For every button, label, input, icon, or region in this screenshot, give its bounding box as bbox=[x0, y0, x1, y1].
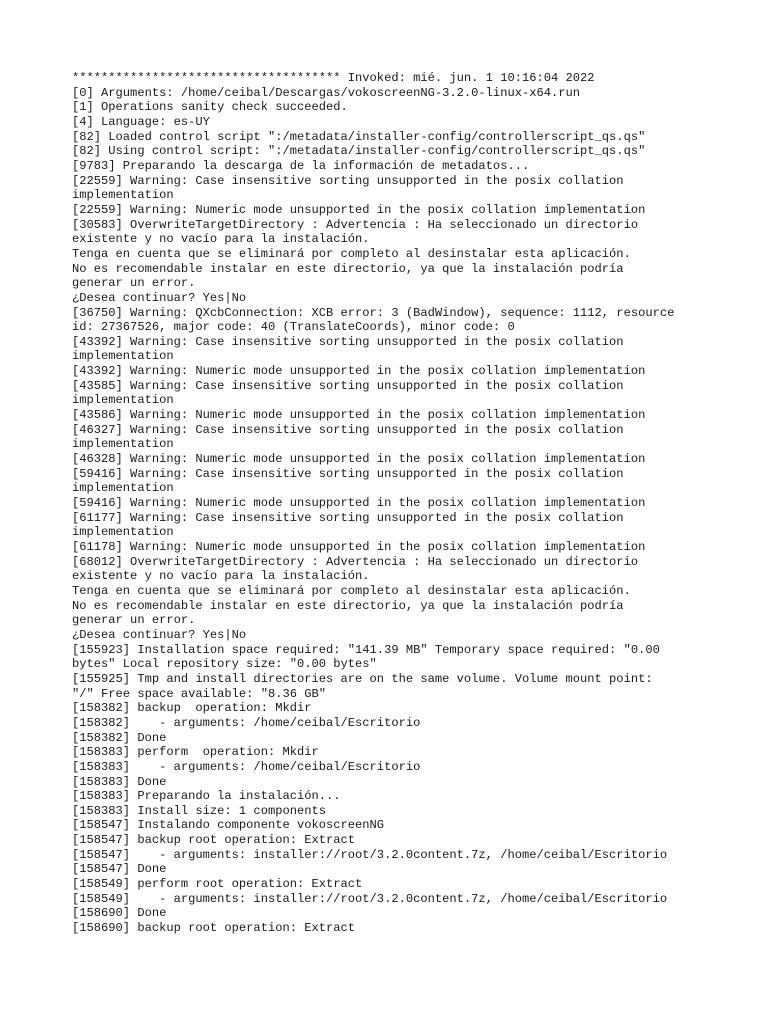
installer-log-text bbox=[72, 71, 732, 936]
log-line: [43586] Warning: Numeric mode unsupported in the posix collation implementation bbox=[72, 408, 646, 423]
log-line: [158549] perform root operation: Extract bbox=[72, 877, 363, 892]
log-line: generar un error. bbox=[72, 613, 196, 628]
log-line: [158547] Done bbox=[72, 862, 167, 877]
log-line: [158383] - arguments: /home/ceibal/Escritorio bbox=[72, 759, 421, 774]
log-line: [36750] Warning: QXcbConnection: XCB error: 3 (BadWindow), sequence: 1112, resource bbox=[72, 305, 675, 320]
log-line: implementation bbox=[72, 525, 174, 540]
log-line: [158547] - arguments: installer://root/3.2.0content.7z, /home/ceibal/Escritorio bbox=[72, 847, 668, 862]
log-line: [82] Using control script: ":/metadata/installer-config/controllerscript_qs.qs" bbox=[72, 144, 646, 159]
log-line: ¿Desea continuar? Yes|No bbox=[72, 290, 247, 305]
log-line: implementation bbox=[72, 437, 174, 452]
log-line: [22559] Warning: Case insensitive sorting unsupported in the posix collation bbox=[72, 173, 624, 188]
log-line: [61178] Warning: Numeric mode unsupported in the posix collation implementation bbox=[72, 540, 646, 554]
log-line: [158383] perform operation: Mkdir bbox=[72, 745, 319, 760]
log-line: existente y no vacío para la instalación. bbox=[72, 569, 370, 584]
log-line: [158547] Instalando componente vokoscreenNG bbox=[72, 818, 385, 833]
log-line: implementation bbox=[72, 188, 174, 203]
log-line: [158383] Done bbox=[72, 774, 167, 789]
log-line: [68012] OverwriteTargetDirectory : Advertencia : Ha seleccionado un directorio bbox=[72, 554, 639, 569]
log-line: [158547] backup root operation: Extract bbox=[72, 833, 356, 848]
log-line: ************************************* Invoked: mié. jun. 1 10:16:04 2022 bbox=[72, 71, 595, 85]
log-line: [158383] Install size: 1 components bbox=[72, 803, 327, 818]
log-line: [43392] Warning: Case insensitive sorting unsupported in the posix collation bbox=[72, 334, 624, 349]
log-line: [43392] Warning: Numeric mode unsupported in the posix collation implementation bbox=[72, 364, 646, 379]
log-line: [155923] Installation space required: "141.39 MB" Temporary space required: "0.00 bbox=[72, 642, 660, 657]
log-line: [61177] Warning: Case insensitive sorting unsupported in the posix collation bbox=[72, 510, 624, 525]
log-line: implementation bbox=[72, 393, 174, 408]
log-line: [158690] backup root operation: Extract bbox=[72, 921, 356, 936]
log-line: bytes" Local repository size: "0.00 bytes" bbox=[72, 657, 377, 672]
log-line: [82] Loaded control script ":/metadata/installer-config/controllerscript_qs.qs" bbox=[72, 129, 646, 144]
log-line: generar un error. bbox=[72, 276, 196, 291]
log-line: [0] Arguments: /home/ceibal/Descargas/vokoscreenNG-3.2.0-linux-x64.run bbox=[72, 85, 581, 100]
log-line: [1] Operations sanity check succeeded. bbox=[72, 100, 348, 115]
log-line: Tenga en cuenta que se eliminará por completo al desinstalar esta aplicación. bbox=[72, 246, 631, 261]
log-line: [158690] Done bbox=[72, 906, 167, 921]
log-line: [158382] Done bbox=[72, 730, 167, 745]
log-line: [30583] OverwriteTargetDirectory : Advertencia : Ha seleccionado un directorio bbox=[72, 217, 639, 232]
log-line: [158549] - arguments: installer://root/3.2.0content.7z, /home/ceibal/Escritorio bbox=[72, 891, 668, 906]
log-line: [43585] Warning: Case insensitive sorting unsupported in the posix collation bbox=[72, 378, 624, 393]
log-line: implementation bbox=[72, 349, 174, 364]
log-line: [59416] Warning: Numeric mode unsupported in the posix collation implementation bbox=[72, 496, 646, 511]
log-line: [158383] Preparando la instalación... bbox=[72, 789, 341, 804]
log-line: implementation bbox=[72, 481, 174, 496]
log-line: "/" Free space available: "8.36 GB" bbox=[72, 686, 327, 701]
log-line: [158382] backup operation: Mkdir bbox=[72, 701, 312, 716]
log-line: [46327] Warning: Case insensitive sorting unsupported in the posix collation bbox=[72, 422, 624, 437]
log-line: ¿Desea continuar? Yes|No bbox=[72, 627, 247, 642]
log-line: No es recomendable instalar en este directorio, ya que la instalación podría bbox=[72, 261, 624, 276]
log-line: id: 27367526, major code: 40 (TranslateCoords), minor code: 0 bbox=[72, 320, 515, 335]
log-line: [59416] Warning: Case insensitive sorting unsupported in the posix collation bbox=[72, 466, 624, 481]
log-line: [4] Language: es-UY bbox=[72, 114, 210, 129]
log-line: [9783] Preparando la descarga de la información de metadatos... bbox=[72, 158, 530, 173]
log-line: [155925] Tmp and install directories are on the same volume. Volume mount point: bbox=[72, 671, 653, 686]
log-line: Tenga en cuenta que se eliminará por completo al desinstalar esta aplicación. bbox=[72, 583, 631, 598]
log-line: existente y no vacío para la instalación. bbox=[72, 232, 370, 247]
log-line: [158382] - arguments: /home/ceibal/Escritorio bbox=[72, 715, 421, 730]
log-line: No es recomendable instalar en este directorio, ya que la instalación podría bbox=[72, 598, 624, 613]
log-line: [22559] Warning: Numeric mode unsupported in the posix collation implementation bbox=[72, 202, 646, 217]
log-line: [46328] Warning: Numeric mode unsupported in the posix collation implementation bbox=[72, 452, 646, 467]
